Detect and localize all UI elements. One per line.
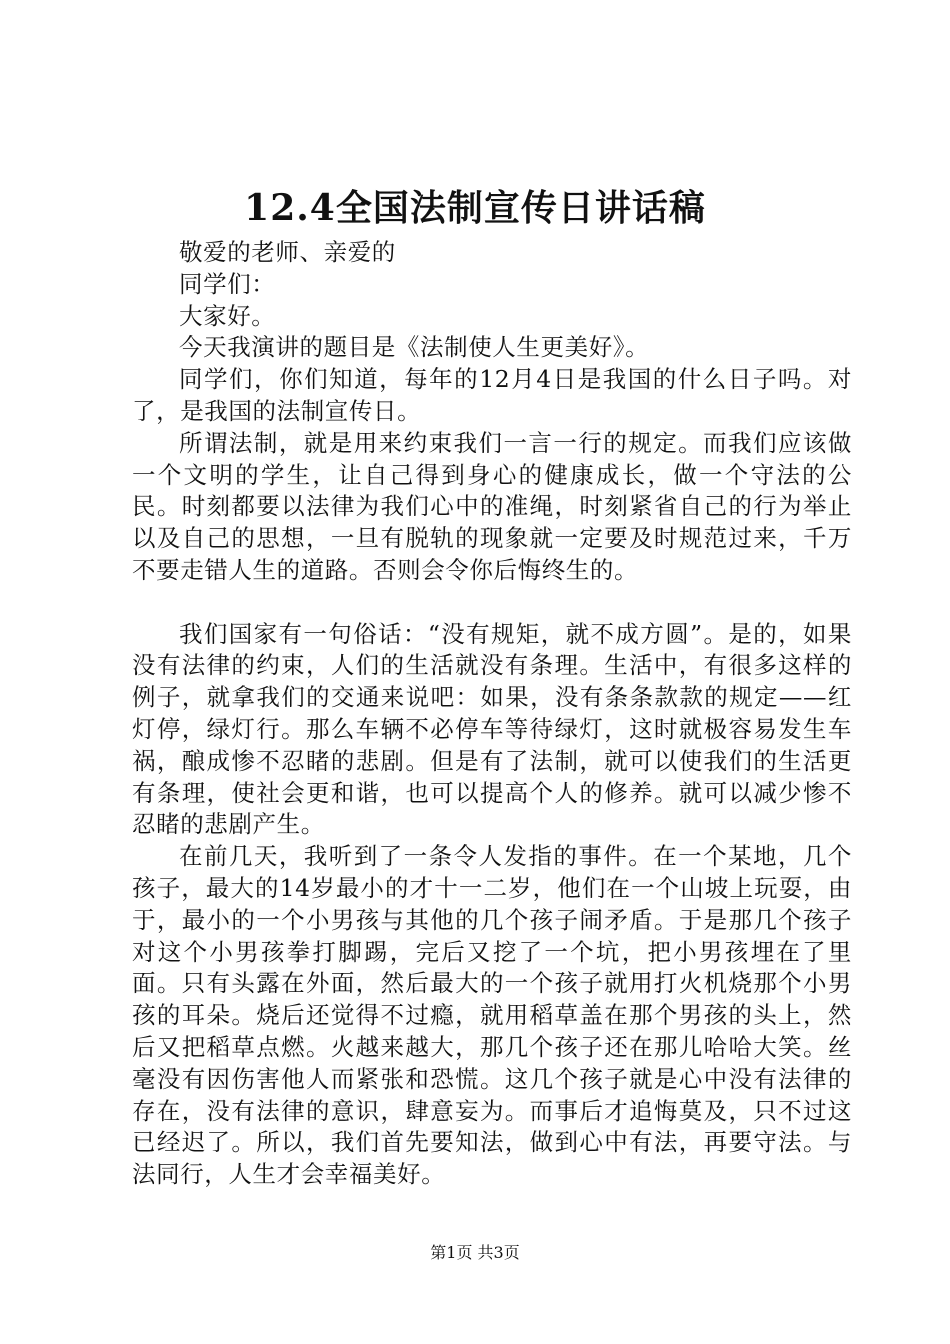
- paragraph-greeting-2: 同学们：: [179, 269, 276, 298]
- document-body: [132, 237, 852, 1191]
- paragraph-topic: 今天我演讲的题目是《法制使人生更美好》。: [179, 333, 650, 362]
- paragraph-proverb: 我们国家有一句俗话：“没有规矩，就不成方圆”。是的，如果没有法律的约束，人们的生活就没有条理。生活中，有很多这样的例子，就拿我们的交通来说吧：如果，没有条条款款的规定——红灯停，绿灯行。那么车辆不必停车等待绿灯，这时就极容易发生车祸，酿成惨不忍睹的悲剧。但是有了法制，就可以使我们的生活更有条理，使社会更和谐，也可以提高个人的修养。就可以减少惨不忍睹的悲剧产生。: [132, 619, 852, 839]
- paragraph-story: 在前几天，我听到了一条令人发指的事件。在一个某地，几个孩子，最大的14岁最小的才十一二岁，他们在一个山坡上玩耍，由于，最小的一个小男孩与其他的几个孩子闹矛盾。于是那几个孩子对这个小男孩拳打脚踢，完后又挖了一个坑，把小男孩埋在了里面。只有头露在外面，然后最大的一个孩子就用打火机烧那个小男孩的耳朵。烧后还觉得不过瘾，就用稻草盖在那个男孩的头上，然后又把稻草点燃。火越来越大，那几个孩子还在那儿哈哈大笑。丝毫没有因伤害他人而紧张和恐慌。这几个孩子就是心中没有法律的存在，没有法律的意识，肆意妄为。而事后才追悔莫及，只不过这已经迟了。所以，我们首先要知法，做到心中有法，再要守法。与法同行，人生才会幸福美好。: [132, 842, 852, 1189]
- paragraph-date: 同学们，你们知道，每年的12月4日是我国的什么日子吗。对了，是我国的法制宣传日。: [132, 365, 852, 425]
- paragraph-definition: 所谓法制，就是用来约束我们一言一行的规定。而我们应该做一个文明的学生，让自己得到身心的健康成长，做一个守法的公民。时刻都要以法律为我们心中的准绳，时刻紧省自己的行为举止以及自己的思想，一旦有脱轨的现象就一定要及时规范过来，千万不要走错人生的道路。否则会令你后悔终生的。: [132, 428, 852, 584]
- paragraph-hello: 大家好。: [179, 301, 276, 330]
- page-footer: 第1页 共3页: [430, 1243, 520, 1262]
- document-title: 12.4全国法制宣传日讲话稿: [244, 187, 706, 229]
- paragraph-greeting-1: 敬爱的老师、亲爱的: [179, 238, 396, 266]
